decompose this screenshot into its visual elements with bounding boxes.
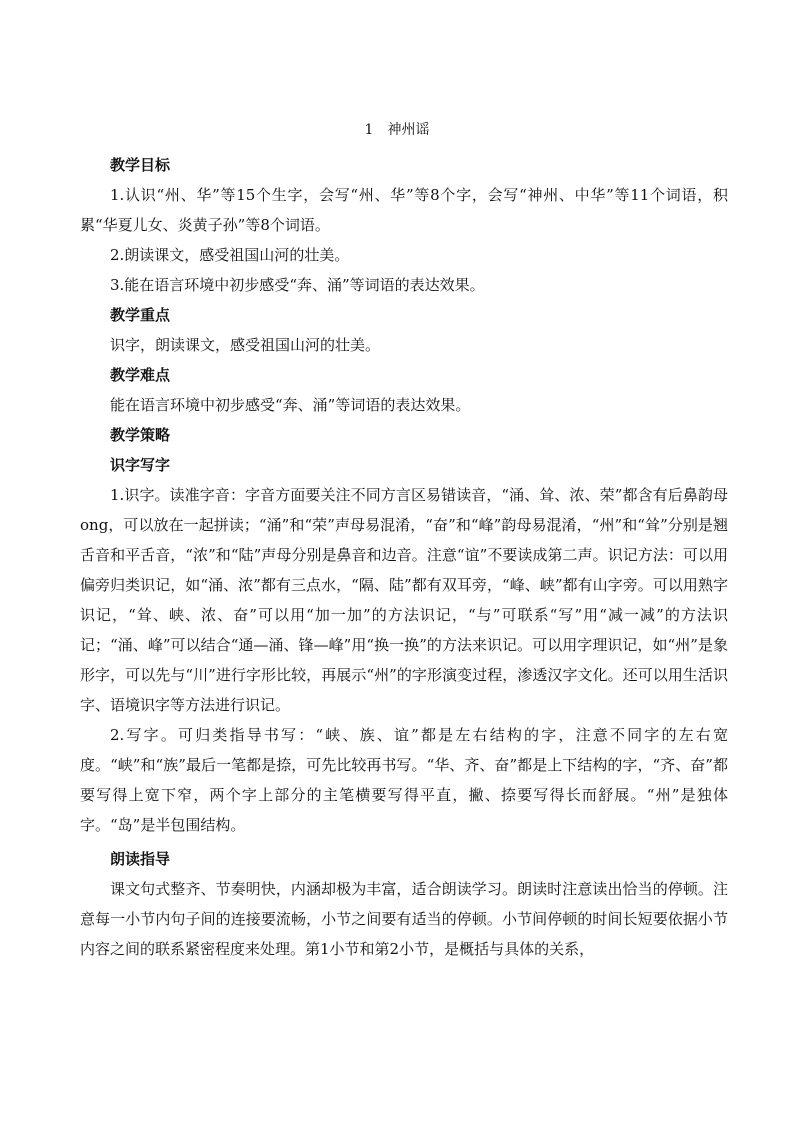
goal-item-1: 1.认识“州、华”等15个生字，会写“州、华”等8个字，会写“神州、中华”等11个词语，积累“华夏儿女、炎黄子孙”等8个词语。 xyxy=(80,186,728,234)
key-points-heading: 教学重点 xyxy=(110,306,171,324)
lesson-number: 1 xyxy=(364,122,374,138)
goal-item-3: 3.能在语言环境中初步感受“奔、涌”等词语的表达效果。 xyxy=(110,276,485,294)
reading-guidance-text: 课文句式整齐、节奏明快，内涵却极为丰富，适合朗读学习。朗读时注意读出恰当的停顿。注意每一小节内句子间的连接要流畅，小节之间要有适当的停顿。小节间停顿的时间长短要依据小节内容之间的联系紧密程度来处理。第1小节和第2小节，是概括与具体的关系， xyxy=(80,880,728,958)
reading-guidance-heading: 朗读指导 xyxy=(110,850,171,868)
strategy-heading: 教学策略 xyxy=(110,426,171,444)
literacy-writing-heading: 识字写字 xyxy=(110,456,171,474)
goals-heading: 教学目标 xyxy=(110,156,171,174)
lesson-title-text: 神州谣 xyxy=(387,122,430,138)
difficulties-text: 能在语言环境中初步感受“奔、涌”等词语的表达效果。 xyxy=(110,396,471,414)
document-body xyxy=(80,150,728,964)
goal-item-2: 2.朗读课文，感受祖国山河的壮美。 xyxy=(110,246,350,264)
lesson-title xyxy=(0,120,794,140)
difficulties-heading: 教学难点 xyxy=(110,366,171,384)
key-points-text: 识字，朗读课文，感受祖国山河的壮美。 xyxy=(110,336,381,354)
writing-paragraph: 2.写字。可归类指导书写：“峡、族、谊”都是左右结构的字，注意不同字的左右宽度。“峡”和“族”最后一笔都是捺，可先比较再书写。“华、齐、奋”都是上下结构的字，“齐、奋”都要写得上宽下窄，两个字上部分的主笔横要写得平直，撇、捺要写得长而舒展。“州”是独体字。“岛”是半包围结构。 xyxy=(80,726,728,834)
literacy-paragraph: 1.识字。读准字音：字音方面要关注不同方言区易错读音，“涌、耸、浓、荣”都含有后鼻韵母ong，可以放在一起拼读；“涌”和“荣”声母易混淆，“奋”和“峰”韵母易混淆，“州”和“耸”分别是翘舌音和平舌音，“浓”和“陆”声母分别是鼻音和边音。注意“谊”不要读成第二声。识记方法：可以用偏旁归类识记，如“涌、浓”都有三点水，“隔、陆”都有双耳旁，“峰、峡”都有山字旁。可以用熟字识记，“耸、峡、浓、奋”可以用“加一加”的方法识记，“与”可联系“写”用“减一减”的方法识记；“涌、峰”可以结合“通—涌、锋—峰”用“换一换”的方法来识记。可以用字理识记，如“州”是象形字，可以先与“川”进行字形比较，再展示“州”的字形演变过程，渗透汉字文化。还可以用生活识字、语境识字等方法进行识记。 xyxy=(80,486,728,714)
